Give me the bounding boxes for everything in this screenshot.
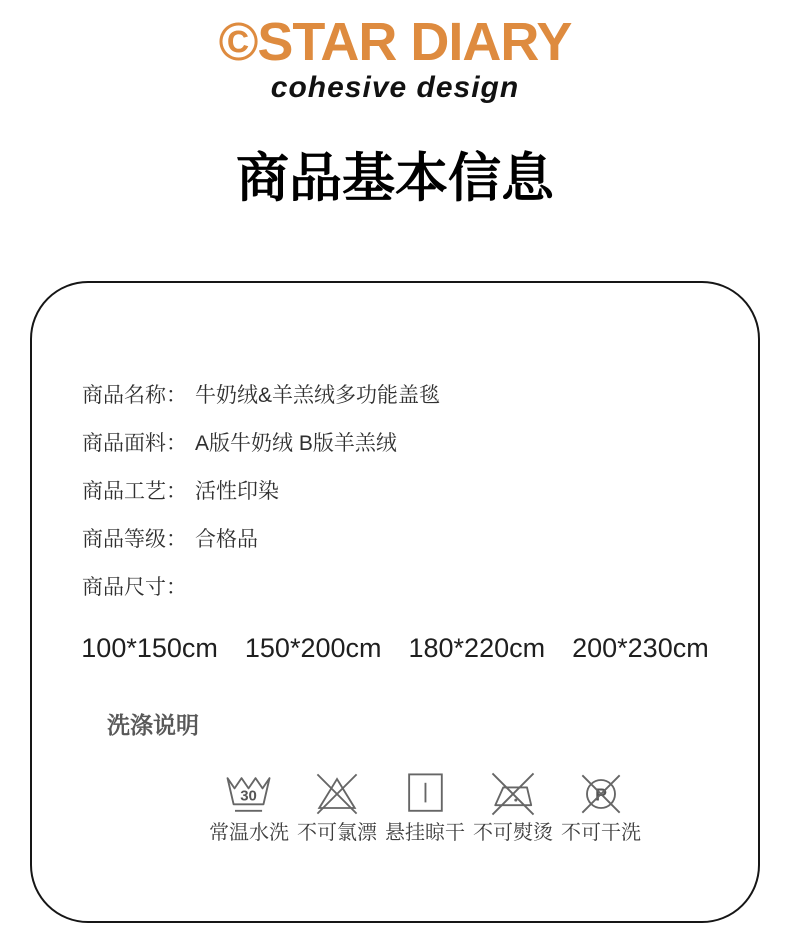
no-iron-icon [485,766,541,822]
wash-care-icons [32,766,758,845]
wash-care-item [558,766,644,845]
size-option: 200*230cm [572,632,709,663]
svg-text:30: 30 [240,787,257,805]
attribute-label: 商品工艺： [82,479,187,503]
product-attribute-row [82,562,440,610]
wash-care-label: 常温水洗 [209,821,289,844]
wash-care-label: 不可氯漂 [297,821,377,844]
attribute-value: 合格品 [195,527,258,551]
wash-instructions-title: 洗涤说明 [107,711,199,738]
wash-care-label: 悬挂晾干 [385,821,465,844]
wash-30-icon [221,766,277,822]
wash-care-item [470,766,556,845]
brand-logo-text: ©STAR DIARY [218,12,572,72]
product-attribute-row [82,418,440,466]
wash-care-label: 不可熨烫 [473,821,553,844]
product-info-card [30,281,760,923]
attribute-label: 商品等级： [82,527,187,551]
wash-care-label: 不可干洗 [561,821,641,844]
wash-care-item [206,766,292,845]
brand-tagline: cohesive design [270,70,520,104]
product-attribute-row [82,466,440,514]
attribute-label: 商品面料： [82,431,187,455]
attribute-value: 活性印染 [195,479,279,503]
attribute-label: 商品名称： [82,383,187,407]
hang-dry-icon [397,766,453,822]
size-option: 180*220cm [408,632,546,663]
no-bleach-icon [309,766,365,822]
attribute-label: 商品尺寸： [82,575,187,599]
attribute-value: 牛奶绒&羊羔绒多功能盖毯 [195,383,441,407]
wash-care-item [294,766,380,845]
product-attribute-row [82,370,440,418]
size-option: 150*200cm [244,632,382,663]
product-attributes [82,370,440,610]
wash-care-item [382,766,468,845]
attribute-value: A版牛奶绒 B版羊羔绒 [195,431,397,455]
brand-logo [0,0,790,103]
no-dry-clean-icon [573,766,629,822]
svg-text:P: P [595,784,607,805]
size-option: 100*150cm [81,632,218,663]
size-options-row [32,630,758,666]
page-title: 商品基本信息 [236,148,554,208]
product-attribute-row [82,514,440,562]
